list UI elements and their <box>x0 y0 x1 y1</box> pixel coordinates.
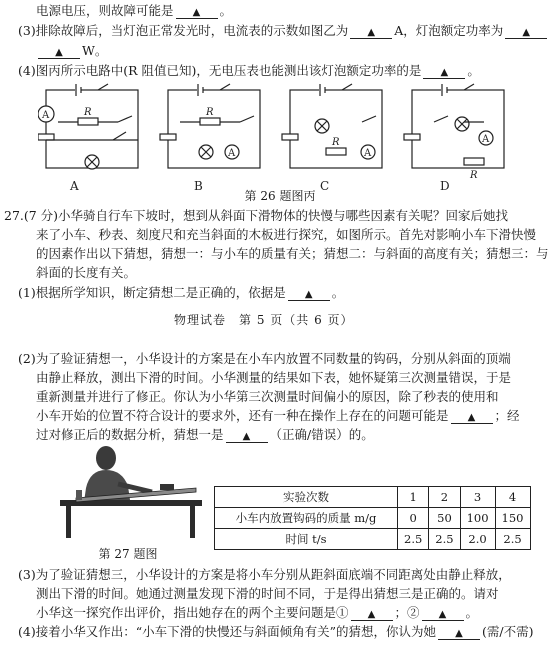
resistor-label-b: R <box>206 107 214 118</box>
fig27-illustration <box>56 440 206 540</box>
data-table <box>214 486 531 550</box>
table-cell: 1 <box>398 487 429 508</box>
table-row-label: 小车内放置钩码的质量 m/g <box>215 508 398 529</box>
table-cell: 150 <box>495 508 530 529</box>
q26-part3-cont: ▲ W。 <box>36 42 107 60</box>
q27b-line5: 过对修正后的数据分析，猜想一是 ▲ （正确/错误）的。 <box>36 427 374 442</box>
q26-part4: (4)图丙所示电路中(R 阻值已知)，无电压表也能测出该灯泡额定功率的是 ▲ 。 <box>18 63 480 78</box>
incline-experiment-image <box>56 440 206 540</box>
table-cell: 2.0 <box>460 529 495 550</box>
table-cell: 2 <box>429 487 460 508</box>
fig26-caption: 第 26 题图丙 <box>244 189 316 203</box>
table-cell: 100 <box>460 508 495 529</box>
q26-part3: (3)排除故障后，当灯泡正常发光时，电流表的示数如图乙为 ▲ A，灯泡额定功率为 ▲ <box>18 22 549 40</box>
circuit-label-c: C <box>320 179 330 193</box>
q27c-line2: 测出下滑的时间。她通过测量发现下滑的时间不同，于是得出猜想三是正确的。请对 <box>36 586 499 601</box>
table-row <box>215 529 531 550</box>
answer-blank[interactable]: ▲ <box>451 409 493 424</box>
answer-blank[interactable]: ▲ <box>226 428 268 443</box>
answer-blank[interactable]: ▲ <box>422 606 464 621</box>
answer-blank[interactable]: ▲ <box>423 64 465 79</box>
q27c-line4: (4)接着小华又作出：“小车下滑的快慢还与斜面倾角有关”的猜想，你认为她 ▲ (需/不需) <box>18 624 534 639</box>
table-cell: 0 <box>398 508 429 529</box>
circuit-diagram-svg <box>38 82 518 202</box>
circuit-a <box>38 84 138 169</box>
table-cell: 2.5 <box>495 529 530 550</box>
table-row <box>215 487 531 508</box>
q27-part1: (1)根据所学知识，断定猜想二是正确的，依据是 ▲ 。 <box>18 285 345 300</box>
q27b-line1: (2)为了验证猜想一，小华设计的方案是在小车内放置不同数量的钩码，分别从斜面的顶端 <box>18 351 511 366</box>
answer-blank[interactable]: ▲ <box>351 606 393 621</box>
q27c-line3: 小华这一探究作出评价，指出她存在的两个主要问题是① ▲ ；② ▲ 。 <box>36 605 479 620</box>
table-row-label: 时间 t/s <box>215 529 398 550</box>
q27c-line1: (3)为了验证猜想三，小华设计的方案是将小车分别从距斜面底端不同距离处由静止释放， <box>18 567 511 582</box>
table-header-label: 实验次数 <box>215 487 398 508</box>
ammeter-label-d: A <box>482 134 490 145</box>
q27-line2: 来了小车、秒表、刻度尺和充当斜面的木板进行探究，如图所示。首先对影响小车下滑快慢 <box>36 227 537 242</box>
answer-blank[interactable]: ▲ <box>505 24 547 39</box>
circuit-d <box>404 84 504 168</box>
fig27-caption: 第 27 题图 <box>98 547 158 561</box>
resistor-label-a: R <box>84 107 92 118</box>
q27b-line2: 由静止释放，测出下滑的时间。小华测量的结果如下表，她怀疑第三次测量错误，于是 <box>36 370 512 385</box>
circuit-diagrams <box>38 82 518 202</box>
q27-line1: 27.(7 分)小华骑自行车下坡时，想到从斜面下滑物体的快慢与哪些因素有关呢？回家后她找 <box>4 208 509 223</box>
q27b-line4: 小车开始的位置不符合设计的要求外，还有一种在操作上存在的问题可能是 ▲ ；经 <box>36 408 520 423</box>
answer-blank[interactable]: ▲ <box>38 44 80 59</box>
table-cell: 4 <box>495 487 530 508</box>
circuit-label-b: B <box>194 179 203 193</box>
q27b-line3: 重新测量并进行了修正。你认为小华第三次测量时间偏小的原因，除了秒表的使用和 <box>36 389 499 404</box>
q27-line4: 斜面的长度有关。 <box>36 265 137 280</box>
table-cell: 3 <box>460 487 495 508</box>
q26-line0: 电源电压，则故障可能是 ▲ 。 <box>36 3 233 18</box>
resistor-label-c: R <box>332 137 340 148</box>
table-cell: 2.5 <box>398 529 429 550</box>
table-cell: 50 <box>429 508 460 529</box>
ammeter-label-b: A <box>228 148 236 159</box>
page-footer: 物理试卷 第 5 页（共 6 页） <box>174 313 354 327</box>
answer-blank[interactable]: ▲ <box>288 286 330 301</box>
answer-blank[interactable]: ▲ <box>350 24 392 39</box>
table-cell: 2.5 <box>429 529 460 550</box>
circuit-b <box>160 84 260 168</box>
circuit-label-a: A <box>70 179 79 193</box>
table-row <box>215 508 531 529</box>
q27-line3: 的因素作出以下猜想，猜想一：与小车的质量有关；猜想二：与斜面的高度有关；猜想三：与 <box>36 246 549 261</box>
ammeter-label-c: A <box>364 148 372 159</box>
resistor-label-d: R <box>470 170 478 181</box>
circuit-label-d: D <box>440 179 450 193</box>
answer-blank[interactable]: ▲ <box>176 4 218 19</box>
data-table-wrap <box>214 486 531 550</box>
answer-blank[interactable]: ▲ <box>438 625 480 640</box>
ammeter-label-a: A <box>42 110 50 121</box>
